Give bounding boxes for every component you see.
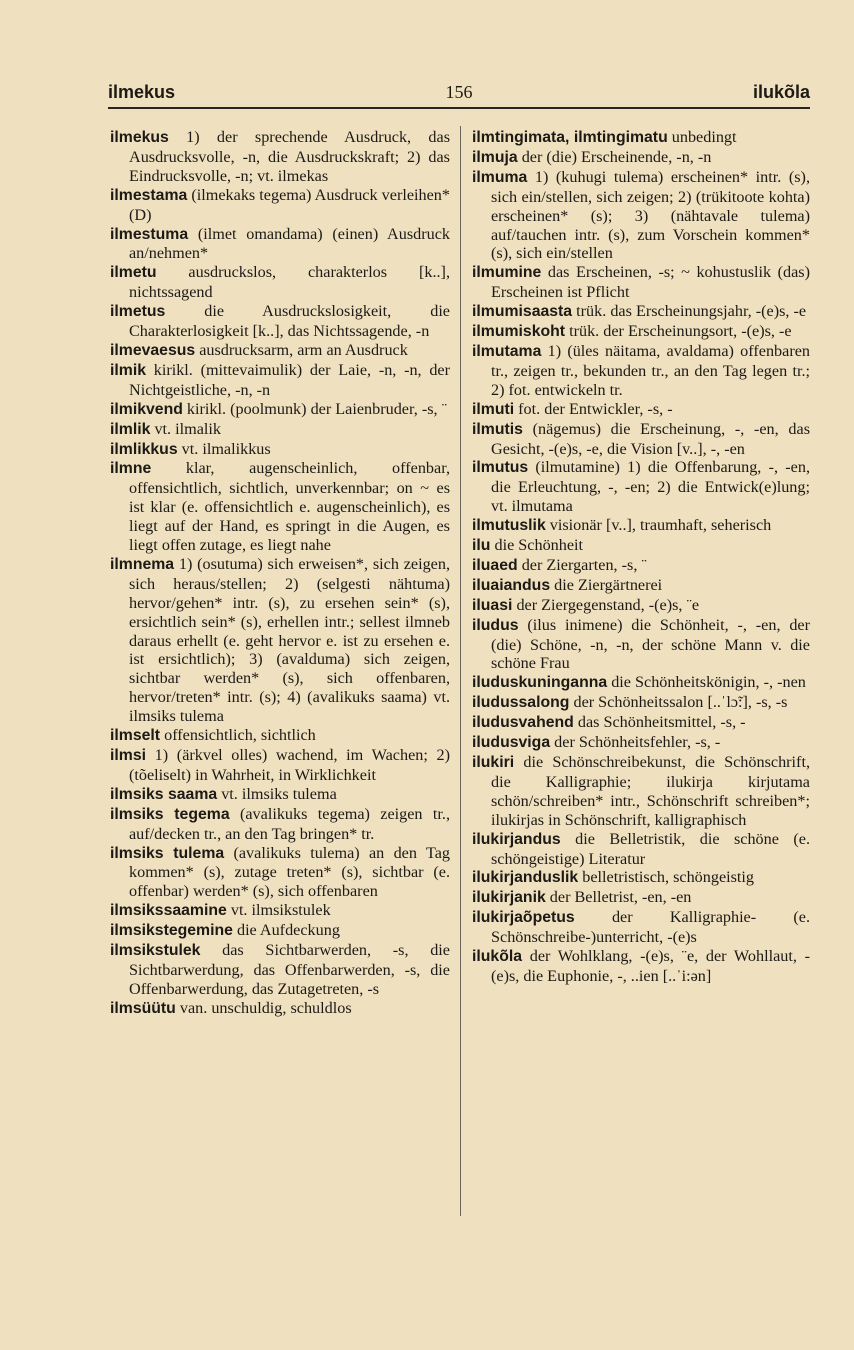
dictionary-entry bbox=[110, 128, 450, 186]
entry-definition: der Schönheitsfehler, -s, - bbox=[550, 733, 721, 752]
dictionary-entry bbox=[472, 908, 810, 947]
dictionary-entry bbox=[472, 576, 810, 596]
entry-headword: iluasi bbox=[472, 596, 513, 614]
dictionary-entry bbox=[472, 420, 810, 459]
entry-headword: ilukõla bbox=[472, 948, 523, 966]
entry-headword: ilu bbox=[472, 537, 491, 555]
entry-definition: vt. ilmsikstulek bbox=[226, 901, 331, 920]
entry-definition: fot. der Entwickler, -s, - bbox=[514, 399, 673, 418]
dictionary-entry bbox=[472, 733, 810, 753]
dictionary-entry bbox=[110, 440, 450, 460]
entry-headword: ilmtingimata, ilmtingimatu bbox=[472, 129, 668, 146]
dictionary-entry bbox=[472, 947, 810, 986]
dictionary-entry bbox=[110, 302, 450, 341]
entry-headword: iludussalong bbox=[472, 694, 570, 712]
entry-definition: die Ziergärtnerei bbox=[550, 575, 663, 594]
entry-definition: kirikl. (mittevaimulik) der Laie, -n, -n, der Nichtgeistliche, -n, -n bbox=[129, 360, 450, 399]
dictionary-entry bbox=[472, 263, 810, 302]
entry-definition: (ilmutamine) 1) die Offenbarung, -, -en, die Erleuchtung, -, -en; 2) die Entwick(e)lung; vt. ilmutama bbox=[491, 458, 810, 516]
dictionary-entry bbox=[110, 999, 450, 1019]
entry-definition: 1) (kuhugi tulema) erscheinen* intr. (s), sich ein/stellen, sich zeigen; 2) (trükitoote kohta) erscheinen* (s); 3) (nähtavale tulema) auf/tauchen intr. (s), zum Vorschein kommen* (s), sich ein/stellen bbox=[491, 167, 810, 263]
entry-headword: ilmsüütu bbox=[110, 999, 176, 1017]
dictionary-entry bbox=[472, 830, 810, 869]
entry-definition: ausdruckslos, charakterlos [k..], nichtssagend bbox=[129, 263, 450, 302]
dictionary-entry bbox=[110, 785, 450, 805]
dictionary-entry bbox=[472, 536, 810, 556]
entry-headword: ilmselt bbox=[110, 727, 161, 745]
entry-definition: klar, augenscheinlich, offenbar, offensichtlich, sichtlich, unverkennbar; on ~ es ist klar (e. offensichtlich e. augenscheinlich), es liegt auf der Hand, es springt in die Augen, es liegt offen zutage, es liegt nahe bbox=[129, 459, 450, 555]
entry-headword: iludus bbox=[472, 616, 519, 634]
entry-definition: das Sichtbarwerden, -s, die Sichtbarwerdung, das Offenbarwerden, -s, die Offenbarwerdung, das Zutagetreten, -s bbox=[129, 941, 450, 998]
header-left-headword: ilmekus bbox=[108, 82, 176, 102]
entry-headword: ilmutus bbox=[472, 459, 529, 477]
dictionary-entry bbox=[110, 941, 450, 999]
dictionary-entry bbox=[110, 263, 450, 302]
dictionary-entry bbox=[110, 555, 450, 726]
dictionary-entry bbox=[472, 596, 810, 616]
entry-headword: iluaed bbox=[472, 556, 518, 574]
entry-headword: ilmne bbox=[110, 460, 152, 478]
header-rule bbox=[108, 107, 810, 109]
page-number: 156 bbox=[445, 82, 473, 102]
entry-definition: (ilus inimene) die Schönheit, -, -en, der (die) Schöne, -n, -n, der schöne Mann v. die schöne Frau bbox=[491, 615, 810, 673]
dictionary-entry bbox=[472, 713, 810, 733]
dictionary-entry bbox=[472, 556, 810, 576]
dictionary-entry bbox=[472, 753, 810, 830]
entry-headword: iluaiandus bbox=[472, 576, 551, 594]
entry-headword: iludusviga bbox=[472, 734, 551, 752]
dictionary-entry bbox=[472, 888, 810, 908]
entry-definition: das Schönheitsmittel, -s, - bbox=[573, 713, 746, 732]
entry-definition: der Wohlklang, -(e)s, ¨e, der Wohllaut, -(e)s, die Euphonie, -, ..ien [..ˈi:ən] bbox=[491, 947, 810, 985]
dictionary-entry bbox=[472, 148, 810, 168]
entry-headword: ilmuti bbox=[472, 400, 515, 418]
dictionary-entry bbox=[110, 844, 450, 902]
entry-headword: ilmuma bbox=[472, 168, 528, 186]
entry-definition: die Schönheitskönigin, -, -nen bbox=[607, 673, 806, 692]
entry-headword: ilmsi bbox=[110, 747, 146, 764]
entry-headword: ilmetu bbox=[110, 264, 157, 282]
entry-definition: der (die) Erscheinende, -n, -n bbox=[517, 147, 712, 166]
header-right-headword: ilukõla bbox=[752, 82, 810, 102]
entry-headword: ilukirjandus bbox=[472, 830, 561, 848]
entry-headword: ilmutis bbox=[472, 420, 523, 438]
dictionary-entry bbox=[472, 693, 810, 713]
entry-headword: ilmestama bbox=[110, 186, 188, 204]
entry-headword: ilmlik bbox=[110, 420, 151, 438]
dictionary-entry bbox=[472, 516, 810, 536]
entry-definition: ausdrucksarm, arm an Ausdruck bbox=[195, 340, 408, 359]
dictionary-entry bbox=[472, 342, 810, 400]
entry-headword: ilmsiks tulema bbox=[110, 844, 225, 862]
entry-headword: ilmsikstegemine bbox=[110, 922, 233, 940]
entry-headword: ilmsikssaamine bbox=[110, 902, 227, 920]
dictionary-entry bbox=[472, 868, 810, 888]
entry-headword: ilmik bbox=[110, 361, 146, 379]
right-column bbox=[472, 128, 810, 986]
entry-headword: ilmumiskoht bbox=[472, 323, 566, 341]
left-column bbox=[110, 128, 450, 1019]
entry-definition: trük. das Erscheinungsjahr, -(e)s, -e bbox=[572, 302, 807, 321]
dictionary-entry bbox=[472, 168, 810, 264]
entry-headword: ilmevaesus bbox=[110, 341, 196, 359]
entry-headword: ilmuja bbox=[472, 148, 518, 166]
entry-definition: (avalikuks tegema) zeigen tr., auf/decken tr., an den Tag bringen* tr. bbox=[129, 804, 450, 843]
dictionary-entry bbox=[472, 673, 810, 693]
dictionary-entry bbox=[472, 322, 810, 342]
dictionary-entry bbox=[110, 400, 450, 420]
entry-headword: ilmestuma bbox=[110, 225, 189, 243]
entry-definition: (nägemus) die Erscheinung, -, -en, das Gesicht, -(e)s, -e, die Vision [v..], -, -en bbox=[491, 419, 810, 458]
column-divider bbox=[460, 126, 461, 1216]
dictionary-entry bbox=[472, 302, 810, 322]
dictionary-entry bbox=[472, 616, 810, 674]
entry-headword: iludusvahend bbox=[472, 714, 574, 732]
entry-definition: die Ausdruckslosigkeit, die Charakterlosigkeit [k..], das Nichtssagende, -n bbox=[129, 302, 450, 341]
entry-headword: ilmikvend bbox=[110, 400, 183, 418]
dictionary-entry bbox=[110, 361, 450, 400]
dictionary-entry bbox=[110, 805, 450, 844]
dictionary-entry bbox=[110, 746, 450, 785]
entry-definition: 1) (ärkvel olles) wachend, im Wachen; 2) (tõeliselt) in Wahrheit, in Wirklichkeit bbox=[129, 746, 450, 784]
entry-definition: der Kalligraphie- (e. Schönschreibe-)unterricht, -(e)s bbox=[491, 908, 810, 947]
entry-definition: 1) der sprechende Ausdruck, das Ausdrucksvolle, -n, die Ausdruckskraft; 2) das Eindrucksvolle, -n; vt. ilmekas bbox=[129, 128, 450, 185]
entry-definition: die Schönheit bbox=[490, 536, 584, 555]
entry-definition: 1) (osutuma) sich erweisen*, sich zeigen, sich heraus/stellen; 2) (selgesti nähtuma) hervor/gehen* intr. (s), zu ersehen sein* (s), ersichtlich sein* (s), erhellen intr.; sellest ilmneb daraus erhellt (e. geht hervor e. ist zu ersehen e. ist ersichtlich); 3) (avalduma) sich zeigen, sichtbar werden* (s), sich offenbaren, hervor/treten* intr. (s); 4) (avalikuks saama) vt. ilmsiks tulema bbox=[129, 554, 450, 726]
entry-definition: belletristisch, schöngeistig bbox=[578, 868, 755, 887]
entry-definition: (ilmet omandama) (einen) Ausdruck an/nehmen* bbox=[129, 224, 450, 263]
entry-headword: ilmekus bbox=[110, 129, 169, 146]
page-header bbox=[108, 82, 810, 108]
entry-headword: ilmutuslik bbox=[472, 517, 546, 535]
dictionary-entry bbox=[110, 186, 450, 225]
entry-headword: ilmetus bbox=[110, 303, 166, 321]
entry-headword: ilukiri bbox=[472, 754, 515, 771]
dictionary-entry bbox=[110, 901, 450, 921]
entry-definition: (ilmekaks tegema) Ausdruck verleihen* (D) bbox=[129, 185, 450, 224]
entry-definition: unbedingt bbox=[667, 128, 737, 146]
entry-definition: die Belletristik, die schöne (e. schöngeistige) Literatur bbox=[491, 829, 810, 868]
entry-definition: vt. ilmalikkus bbox=[177, 439, 271, 458]
dictionary-entry bbox=[110, 420, 450, 440]
entry-headword: ilmumisaasta bbox=[472, 303, 573, 321]
entry-headword: ilmlikkus bbox=[110, 440, 178, 458]
entry-headword: ilmnema bbox=[110, 555, 175, 573]
entry-headword: iluduskuninganna bbox=[472, 674, 608, 692]
dictionary-entry bbox=[110, 921, 450, 941]
dictionary-entry bbox=[110, 225, 450, 264]
entry-headword: ilukirjanik bbox=[472, 889, 546, 907]
entry-headword: ilmsikstulek bbox=[110, 942, 201, 960]
dictionary-entry bbox=[472, 400, 810, 420]
entry-definition: vt. ilmalik bbox=[150, 419, 221, 438]
entry-definition: van. unschuldig, schuldlos bbox=[175, 998, 352, 1017]
entry-definition: 1) (üles näitama, avaldama) offenbaren tr., zeigen tr., bekunden tr., an den Tag legen tr.; 2) fot. entwickeln tr. bbox=[491, 341, 810, 399]
dictionary-entry bbox=[472, 128, 810, 148]
entry-definition: die Aufdeckung bbox=[232, 921, 340, 940]
entry-definition: das Erscheinen, -s; ~ kohustuslik (das) Erscheinen ist Pflicht bbox=[491, 263, 810, 302]
entry-headword: ilmsiks saama bbox=[110, 785, 218, 803]
entry-headword: ilukirjaõpetus bbox=[472, 909, 575, 927]
entry-definition: der Schönheitssalon [..ˈlɔ̃:], -s, -s bbox=[569, 693, 788, 712]
dictionary-entry bbox=[110, 341, 450, 361]
dictionary-entry bbox=[110, 726, 450, 746]
entry-headword: ilmutama bbox=[472, 342, 542, 360]
entry-definition: vt. ilmsiks tulema bbox=[217, 784, 337, 803]
entry-headword: ilukirjanduslik bbox=[472, 869, 579, 887]
entry-definition: kirikl. (poolmunk) der Laienbruder, -s, ¨ bbox=[182, 399, 447, 418]
entry-definition: der Ziergegenstand, -(e)s, ¨e bbox=[512, 595, 700, 614]
entry-headword: ilmumine bbox=[472, 264, 542, 282]
entry-definition: offensichtlich, sichtlich bbox=[160, 726, 316, 745]
entry-definition: visionär [v..], traumhaft, seherisch bbox=[545, 516, 772, 535]
entry-definition: der Belletrist, -en, -en bbox=[545, 888, 692, 907]
dictionary-entry bbox=[110, 459, 450, 555]
entry-headword: ilmsiks tegema bbox=[110, 805, 230, 823]
entry-definition: der Ziergarten, -s, ¨ bbox=[517, 555, 647, 574]
entry-definition: (avalikuks tulema) an den Tag kommen* (s), zutage treten* (s), sichtbar (e. offenbar) werden* (s), sich offenbaren bbox=[129, 843, 451, 901]
dictionary-entry bbox=[472, 458, 810, 516]
entry-definition: die Schönschreibekunst, die Schönschrift, die Kalligraphie; ilukirja kirjutama schön/schreiben* intr., Schönschrift schreiben*; ilukirjas in Schönschrift, kalligraphisch bbox=[491, 753, 810, 829]
entry-definition: trük. der Erscheinungsort, -(e)s, -e bbox=[565, 322, 792, 341]
